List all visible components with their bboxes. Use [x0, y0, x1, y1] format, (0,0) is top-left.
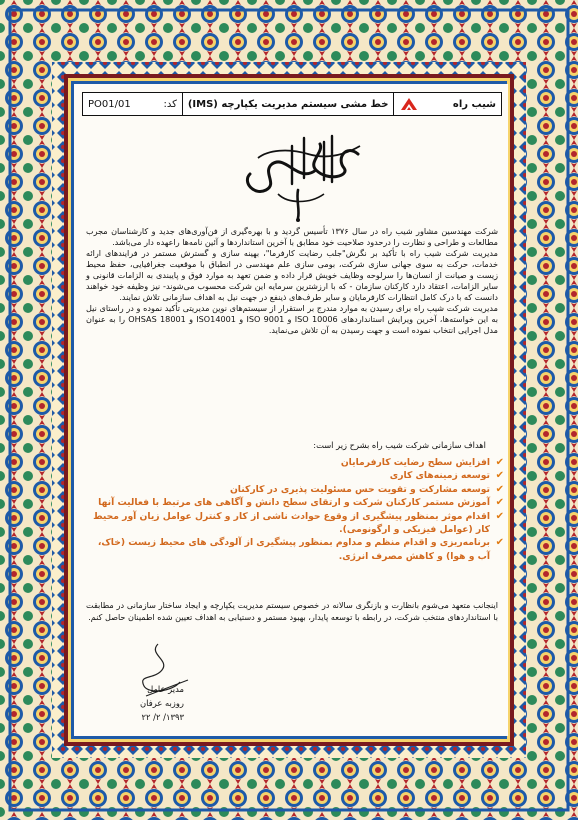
company-logo-icon [399, 97, 419, 111]
code-value: PO01/01 [88, 98, 131, 110]
check-icon: ✔ [495, 497, 504, 509]
signer-role: مدیر عامل [147, 684, 184, 694]
paragraph-management: مدیریت شرکت شیب راه با تأکید بر نگرش"جلب رضایت کارفرما"، بهینه سازی و گسترش مستمر در فرایندهای ارائه خدمات، حرکت به سوی جهانی سازی شرکت، بومی سازی علم مهندسی در انطباق با موقعیت جغرافیایی، حفظ محیط زیست و صیانت از انسان‌ها را سرلوحه وظایف خویش قرار داده و ضمن تعهد به موارد فوق و پایبندی به الزامات قانونی و سایر الزامات، اعتقاد دارد کارکنان سازمان - که با ارزشترین سرمایه این شرکت محسوب می‌شوند- نیز وظیفه خود خواهند دانست که با درک کامل انتظارات کارفرمایان و سایر طرف‌های ذینفع در جهت نیل به اهداف سازمانی تلاش نمایند. [86, 248, 498, 302]
paragraph-intro: شرکت مهندسین مشاور شیب راه در سال ۱۳۷۶ تأسیس گردید و با بهره‌گیری از فن‌آوری‌های جدید و کارشناسان مجرب مطالعات و طراحی و نظارت را درحدود صلاحیت خود مطابق با آخرین استانداردها و آئین نامه‌ها راعهده دار می‌باشد. [86, 226, 499, 247]
commitment-statement: اینجانب متعهد می‌شوم بانظارت و بازنگری سالانه در خصوص سیستم مدیریت یکپارچه و ایجاد ساختار سازمانی در مطابقت با استانداردهای منتخب شرکت، در رابطه با توسعه پایدار، بهبود مستمر و دستیابی به اهداف تعیین شده اطمینان حاصل کنم. [86, 600, 498, 622]
goal-item: ✔ اقدام موثر بمنظور پیشگیری از وقوع حوادث ناشی از کار و کنترل عوامل زیان آور محیط کار (عوامل فیزیکی و ارگونومی). [93, 510, 504, 536]
signature-date: ۱۳۹۳/ ۲/ ۲۲ [141, 712, 184, 722]
company-name: شیب راه [452, 98, 496, 110]
goal-item: ✔ توسعه مشارکت و تقویت حس مسئولیت پذیری در کارکنان [229, 483, 504, 495]
goal-item: ✔ توسعه زمینه‌های کاری [389, 470, 504, 482]
goal-item: ✔ افزایش سطح رضایت کارفرمایان [340, 457, 504, 468]
paragraph-standards: مدیریت شرکت شیب راه برای رسیدن به موارد مندرج بر استقرار از سیستم‌های نوین مدیریتی تأکید نموده و در راستای نیل به این خواسته‌ها، آخرین ویرایش استانداردهای ISO 10006 و ISO 9001 و ISO14001 و OHSAS 18001 را به عنوان مدل اجرایی انتخاب نموده است و جهت رسیدن به آن تلاش می‌نماید. [86, 303, 498, 335]
signature-block [140, 682, 184, 724]
check-icon: ✔ [495, 483, 504, 495]
code-label: کد: [163, 98, 177, 110]
document-title: خط مشی سیستم مدیریت یکپارچه (IMS) [187, 98, 389, 110]
document-title-cell [182, 93, 394, 115]
check-icon: ✔ [495, 510, 504, 522]
check-icon: ✔ [495, 470, 504, 482]
goals-list [86, 456, 506, 563]
document-header [82, 92, 502, 116]
check-icon: ✔ [495, 537, 504, 549]
check-icon: ✔ [495, 457, 504, 468]
signer-name: روزبه عرفان [140, 698, 184, 708]
policy-body [86, 226, 498, 336]
goal-item: ✔ آموزش مستمر کارکنان شرکت و ارتقای سطح دانش و آگاهی های مرتبط با فعالیت آنها [98, 497, 504, 509]
goals-intro: اهداف سازمانی شرکت شیب راه بشرح زیر است: [313, 440, 486, 450]
bismillah-calligraphy [228, 124, 368, 224]
company-cell [393, 93, 501, 115]
goal-item: ✔ برنامه‌ریزی و اقدام منظم و مداوم بمنظور پیشگیری از آلودگی های محیط زیست (خاک، آب و هوا) و کاهش مصرف انرژی. [97, 537, 504, 562]
document-code-cell [83, 93, 182, 115]
